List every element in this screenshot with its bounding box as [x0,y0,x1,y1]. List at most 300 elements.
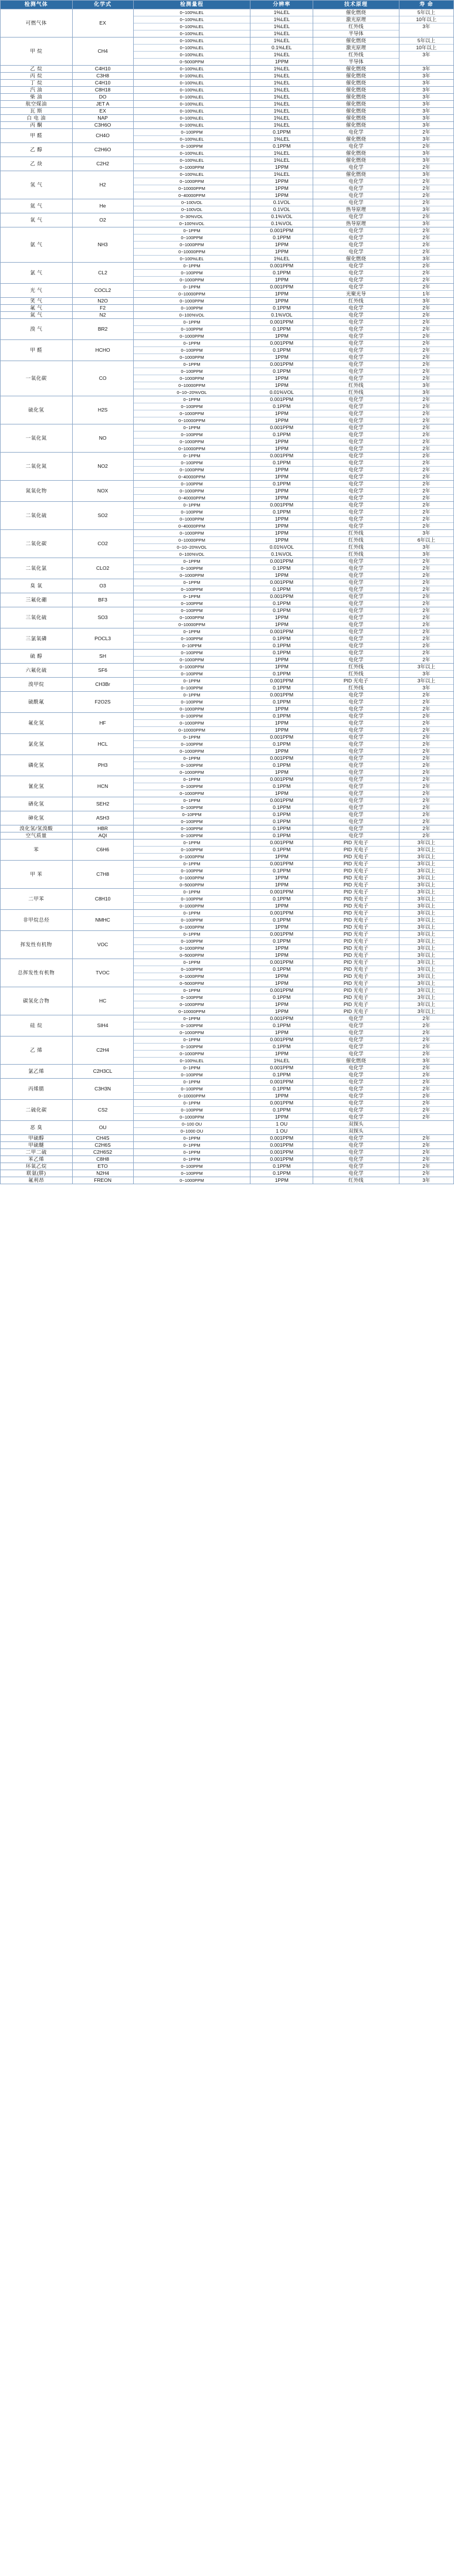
cell-formula: FREON [72,1177,133,1184]
cell-range-line: 0~1000PPM [179,298,204,304]
cell-life-line: 2年 [422,1163,431,1169]
cell-gas-name: 硒化氢 [1,797,73,811]
cell-range [133,108,250,115]
cell-life-line: 2年 [399,635,453,642]
cell-range-line: 0~1000PPM [134,790,250,797]
table-row [1,1142,454,1149]
cell-range-line: 0~100PPM [134,1106,250,1113]
cell-range-line: 0~100%LEL [134,149,250,157]
cell-technology-line: 红外线 [313,389,399,396]
cell-resolution-line: 1PPM [250,494,313,501]
cell-range-line: 0~1000PPM [134,923,250,930]
table-row [1,840,454,861]
cell-technology [313,305,399,312]
table-row [1,157,454,171]
table-row [1,1015,454,1036]
cell-resolution-line: 1PPM [250,902,313,909]
table-row [1,171,454,199]
cell-formula: C4H10 [72,80,133,87]
cell-range-line: 0~1000PPM [134,438,250,445]
cell-gas-name: 空气质量 [1,832,73,840]
cell-life-line: 2年 [399,565,453,572]
cell-resolution-line: 0.01%VOL [250,543,313,550]
cell-resolution [250,298,313,305]
cell-range [133,481,250,502]
cell-resolution-line: 0.001PPM [270,502,294,508]
cell-life-line: 2年 [422,1036,431,1042]
cell-range-line: 0~100PPM [134,346,250,354]
table-row [1,889,454,910]
cell-technology [313,664,399,678]
cell-resolution [250,115,313,122]
cell-resolution [250,66,313,73]
cell-resolution-line: 0.1PPM [250,269,313,276]
cell-life [399,396,453,424]
cell-formula: BF3 [72,593,133,607]
cell-range [133,840,250,861]
cell-technology-line: 热导原理 [313,220,399,227]
cell-gas-name: 二硫化碳 [1,1100,73,1121]
cell-resolution [250,987,313,1015]
cell-range [133,811,250,825]
cell-technology-line: 电化学 [313,445,399,452]
cell-resolution-line: 1%LEL [250,135,313,142]
table-row [1,66,454,73]
cell-resolution-line: 0.1%LEL [250,44,313,51]
cell-resolution [250,171,313,199]
cell-life [399,1065,453,1079]
cell-life-line: 2年 [422,734,431,740]
cell-resolution-line: 0.1PPM [250,895,313,902]
cell-resolution-line: 0.1PPM [250,684,313,691]
cell-technology-line: 电化学 [313,635,399,642]
cell-formula: HC [72,987,133,1015]
cell-formula: C8H8 [72,1156,133,1163]
cell-range-line: 0~100PPM [134,895,250,902]
cell-range-line: 0~30%VOL [180,214,204,219]
cell-life-line: 2年 [422,340,431,346]
cell-technology-line: 电化学 [348,227,364,233]
cell-life [399,579,453,593]
cell-technology-line: PID 光电子 [313,951,399,959]
cell-life-line: 2年 [399,164,453,171]
cell-technology-line: PID 光电子 [313,916,399,923]
cell-range-line: 0~100VOL [181,200,203,205]
cell-resolution-line: 0.1PPM [273,305,291,311]
cell-formula: CO2 [72,530,133,558]
cell-life-line: 2年 [399,185,453,192]
cell-range-line: 0~1PPM [183,889,201,895]
cell-resolution-line: 0.001PPM [270,1065,294,1070]
cell-resolution-line: 0.1PPM [250,1106,313,1113]
cell-range-line: 0~100%LEL [134,51,250,58]
cell-range-line: 0~100PPM [181,481,203,487]
cell-life-line: 2年 [399,656,453,663]
cell-life-line: 2年 [399,515,453,522]
cell-technology-line: 电化学 [348,755,364,761]
cell-technology-line: 电化学 [313,565,399,572]
cell-range-line: 0~100PPM [134,966,250,973]
table-row [1,73,454,80]
cell-resolution-line: 1PPM [250,881,313,888]
cell-technology-line: 电化学 [313,572,399,579]
cell-range [133,453,250,481]
cell-life-line: 2年 [422,305,431,311]
cell-range [133,143,250,157]
cell-technology [313,734,399,755]
cell-range-line: 0~1000PPM [134,747,250,755]
cell-technology-line: 双探头 [313,1127,399,1134]
cell-technology-line: PID 光电子 [313,923,399,930]
cell-life-line: 3年以上 [417,987,435,993]
cell-range-line: 0~100PPM [134,234,250,241]
cell-life-line: 3年以上 [399,973,453,980]
header-technology: 技术原理 [313,1,399,9]
table-row [1,227,454,263]
cell-resolution-line: 1PPM [250,790,313,797]
cell-technology-line: PID 光电子 [313,874,399,881]
cell-technology-line: 电化学 [313,726,399,733]
cell-resolution-line: 1PPM [250,248,313,255]
cell-formula: CLO2 [72,558,133,579]
cell-range-line: 0~1PPM [183,228,201,233]
cell-formula: C6H6 [72,840,133,861]
cell-life-line: 2年 [422,319,431,325]
cell-resolution-line: 0.001PPM [270,861,294,866]
cell-range-line: 0~10000PPM [134,621,250,628]
cell-life [399,424,453,453]
cell-life-line: 3年以上 [399,853,453,860]
cell-resolution [250,94,313,101]
cell-formula: F2O2S [72,692,133,713]
cell-life-line: 2年 [399,276,453,283]
cell-range-line: 0~100%LEL [134,255,250,262]
cell-range-line: 0~1000PPM [134,1050,250,1057]
cell-technology [313,910,399,931]
cell-life [399,361,453,396]
cell-technology-line: 电化学 [313,1092,399,1099]
cell-life-line: 3年 [399,670,453,677]
table-row [1,734,454,755]
cell-technology-line: 电化学 [313,438,399,445]
cell-life [399,9,453,38]
cell-range-line: 0~100PPM [134,684,250,691]
cell-life [399,1100,453,1121]
cell-range [133,298,250,305]
cell-life-line: 2年 [399,1071,453,1078]
cell-life-line: 2年 [422,832,431,838]
cell-technology [313,453,399,481]
cell-resolution-line: 1PPM [250,354,313,361]
cell-range [133,797,250,811]
cell-resolution-line: 0.001PPM [270,227,294,233]
cell-life-line: 3年 [399,220,453,227]
cell-resolution [250,199,313,213]
cell-range-line: 0~1PPM [183,988,201,993]
cell-gas-name: 氯 气 [1,263,73,284]
cell-range-line: 0~10000PPM [134,1092,250,1099]
cell-range-line: 0~1000PPM [179,664,204,670]
cell-formula: N2 [72,312,133,319]
cell-life-line: 5年以上 [417,38,435,43]
cell-gas-name: 氟 气 [1,305,73,312]
cell-technology-line: 电化学 [348,579,364,585]
cell-technology-line: 红外线 [348,298,364,304]
cell-resolution-line: 1PPM [250,1113,313,1120]
cell-resolution-line: 1%LEL [273,108,290,114]
cell-range-line: 0~10000PPM [134,382,250,389]
cell-technology-line: 电化学 [313,515,399,522]
cell-resolution-line: 1PPM [250,874,313,881]
cell-life-line: 3年以上 [417,910,435,916]
cell-gas-name: 丙 酮 [1,122,73,129]
cell-resolution [250,1015,313,1036]
cell-resolution [250,664,313,678]
table-row [1,312,454,319]
cell-resolution-line: 0.001PPM [270,1149,294,1155]
cell-life [399,1156,453,1163]
cell-life-line: 2年 [399,818,453,825]
cell-range-line: 0~1PPM [183,1079,201,1085]
table-row [1,987,454,1015]
cell-technology-line: 电化学 [348,453,364,458]
cell-resolution-line: 0.001PPM [270,931,294,937]
cell-resolution [250,312,313,319]
header-gas-name: 检测气体 [1,1,73,9]
cell-formula: JET A [72,101,133,108]
cell-life [399,755,453,776]
cell-range-line: 0~100%LEL [179,115,204,121]
cell-technology-line: PID 光电子 [343,959,368,965]
cell-life-line: 2年 [399,494,453,501]
cell-range [133,87,250,94]
cell-range-line: 0~1PPM [183,594,201,599]
cell-range-line: 0~5000PPM [134,881,250,888]
cell-formula: C8H18 [72,87,133,94]
cell-life-line: 2年 [399,804,453,811]
cell-gas-name: 氮氧化物 [1,481,73,502]
cell-resolution-line: 0.1%VOL [250,220,313,227]
cell-life [399,143,453,157]
cell-range [133,1142,250,1149]
cell-resolution [250,101,313,108]
cell-resolution-line: 0.001PPM [270,340,294,346]
cell-resolution-line: 0.1PPM [273,825,291,831]
cell-technology-line: PID 光电子 [343,861,368,866]
table-row [1,361,454,396]
cell-range-line: 0~1PPM [183,341,201,346]
cell-range-line: 0~1000PPM [134,1029,250,1036]
cell-range-line: 0~100PPM [134,783,250,790]
cell-technology [313,38,399,66]
cell-technology-line: 电化学 [348,319,364,325]
cell-technology [313,889,399,910]
cell-resolution-line: 0.001PPM [270,959,294,965]
cell-technology [313,143,399,157]
cell-gas-name: 氰化氢 [1,776,73,797]
cell-range-line: 0~1000PPM [134,354,250,361]
cell-resolution [250,910,313,931]
cell-range-line: 0~100PPM [134,459,250,466]
cell-formula: O3 [72,579,133,593]
cell-gas-name: 甲 苯 [1,861,73,889]
cell-formula: SIH4 [72,1015,133,1036]
cell-technology [313,108,399,115]
cell-technology [313,298,399,305]
cell-resolution [250,650,313,664]
cell-technology [313,94,399,101]
cell-formula: OU [72,1121,133,1135]
cell-formula: C2H6O [72,143,133,157]
cell-life [399,1121,453,1135]
cell-technology [313,678,399,692]
cell-gas-name: 苯乙烯 [1,1156,73,1163]
cell-technology [313,1079,399,1100]
cell-technology-line: PID 光电子 [313,973,399,980]
cell-resolution [250,129,313,143]
cell-formula: DO [72,94,133,101]
cell-life-line: 3年以上 [399,895,453,902]
cell-range-line: 0~1PPM [183,840,201,845]
cell-technology [313,1177,399,1184]
cell-resolution-line: 0.001PPM [270,361,294,367]
cell-gas-name: 乙 炔 [1,157,73,171]
cell-resolution-line: 0.001PPM [270,1135,294,1141]
cell-resolution-line: 1PPM [250,382,313,389]
cell-formula: N2O [72,298,133,305]
cell-resolution-line: 1%LEL [250,16,313,23]
cell-resolution [250,1100,313,1121]
cell-range-line: 0~100PPM [134,565,250,572]
cell-resolution-line: 0.1VOL [273,199,290,205]
cell-range-line: 0~100PPM [134,269,250,276]
cell-resolution-line: 1PPM [250,164,313,171]
cell-technology-line: 电化学 [348,199,364,205]
cell-range-line: 0~1000PPM [134,332,250,339]
cell-range [133,115,250,122]
cell-life-line: 2年 [399,346,453,354]
cell-resolution-line: 0.1%VOL [250,550,313,558]
cell-life [399,227,453,263]
cell-gas-name: 二氧化氯 [1,558,73,579]
cell-range [133,38,250,66]
cell-technology-line: PID 光电子 [313,1008,399,1015]
cell-life-line: 3年 [399,149,453,157]
cell-resolution-line: 0.1%VOL [271,312,293,318]
cell-technology-line: 电化学 [313,508,399,515]
cell-resolution-line: 1%LEL [273,157,290,163]
cell-life-line: 3年 [422,101,431,107]
cell-technology-line: 催化燃烧 [345,38,366,43]
cell-resolution-line: 1%LEL [273,87,290,93]
cell-technology-line: 电化学 [313,185,399,192]
cell-life-line: 2年 [399,790,453,797]
cell-gas-name: 甲硫醇 [1,1135,73,1142]
cell-life-line: 2年 [422,502,431,508]
cell-resolution [250,840,313,861]
cell-gas-name: 碳氢化合物 [1,987,73,1015]
cell-resolution-line: 1PPM [250,332,313,339]
cell-technology-line: 电化学 [313,403,399,410]
cell-technology-line: 电化学 [313,473,399,480]
cell-gas-name: 甲 醛 [1,129,73,143]
cell-life-line: 2年 [422,1015,431,1021]
cell-range-line: 0~1PPM [183,397,201,402]
cell-resolution-line: 1PPM [250,410,313,417]
cell-range [133,101,250,108]
cell-gas-name: 丙 烷 [1,73,73,80]
cell-range [133,1149,250,1156]
cell-technology-line: PID 光电子 [313,846,399,853]
cell-range [133,9,250,38]
cell-life-line: 2年 [399,417,453,424]
table-row [1,305,454,312]
cell-life [399,171,453,199]
cell-resolution-line: 1PPM [250,1008,313,1015]
cell-range-line: 0~1PPM [183,320,201,325]
table-row [1,284,454,298]
cell-technology-line: 电化学 [313,790,399,797]
cell-life-line: 2年 [399,325,453,332]
cell-technology-line: PID 光电子 [343,840,368,845]
cell-range-line: 0~1000PPM [134,241,250,248]
cell-technology-line: 电化学 [313,818,399,825]
cell-resolution-line: 0.1PPM [250,635,313,642]
cell-range-line: 0~100%LEL [179,10,204,15]
cell-resolution-line: 1PPM [250,572,313,579]
table-row [1,108,454,115]
cell-technology-line: 电化学 [313,586,399,593]
cell-life-line: 3年 [399,382,453,389]
cell-range-line: 0~10PPM [134,642,250,649]
cell-resolution-line: 1PPM [250,241,313,248]
cell-life [399,502,453,530]
cell-gas-name: 白 电 油 [1,115,73,122]
cell-life-line: 2年 [399,522,453,529]
cell-technology-line: 热导原理 [313,206,399,213]
cell-life-line: 2年 [399,354,453,361]
cell-range-line: 0~100PPM [134,1085,250,1092]
cell-life-line: 3年 [422,157,431,163]
cell-resolution [250,832,313,840]
cell-life-line: 2年 [399,466,453,473]
cell-technology-line: 电化学 [348,1079,364,1085]
cell-resolution [250,453,313,481]
cell-life-line: 6年以上 [399,536,453,543]
cell-resolution-line: 0.1PPM [250,740,313,747]
cell-life-line: 2年 [422,558,431,564]
cell-technology-line: 电化学 [313,804,399,811]
cell-range-line: 0~1000PPM [134,656,250,663]
cell-life-line: 3年 [399,543,453,550]
cell-life-line: 3年以上 [399,944,453,951]
cell-life-line: 3年 [422,87,431,93]
cell-range-line: 0~1000PPM [134,1113,250,1120]
cell-range [133,776,250,797]
cell-life-line: 1年 [399,290,453,297]
cell-gas-name: 二甲二硫 [1,1149,73,1156]
cell-life-line: 2年 [422,129,431,135]
cell-resolution [250,1163,313,1170]
cell-technology-line: 电化学 [348,628,364,634]
cell-gas-name: 氢 气 [1,171,73,199]
cell-resolution-line: 0.1PPM [273,832,291,838]
cell-range-line: 0~1PPM [183,1100,201,1106]
cell-technology-line: 电化学 [313,276,399,283]
cell-technology-line: 催化燃烧 [345,9,366,15]
cell-resolution-line: 0.1PPM [273,811,291,817]
cell-technology-line: 红外线 [313,543,399,550]
